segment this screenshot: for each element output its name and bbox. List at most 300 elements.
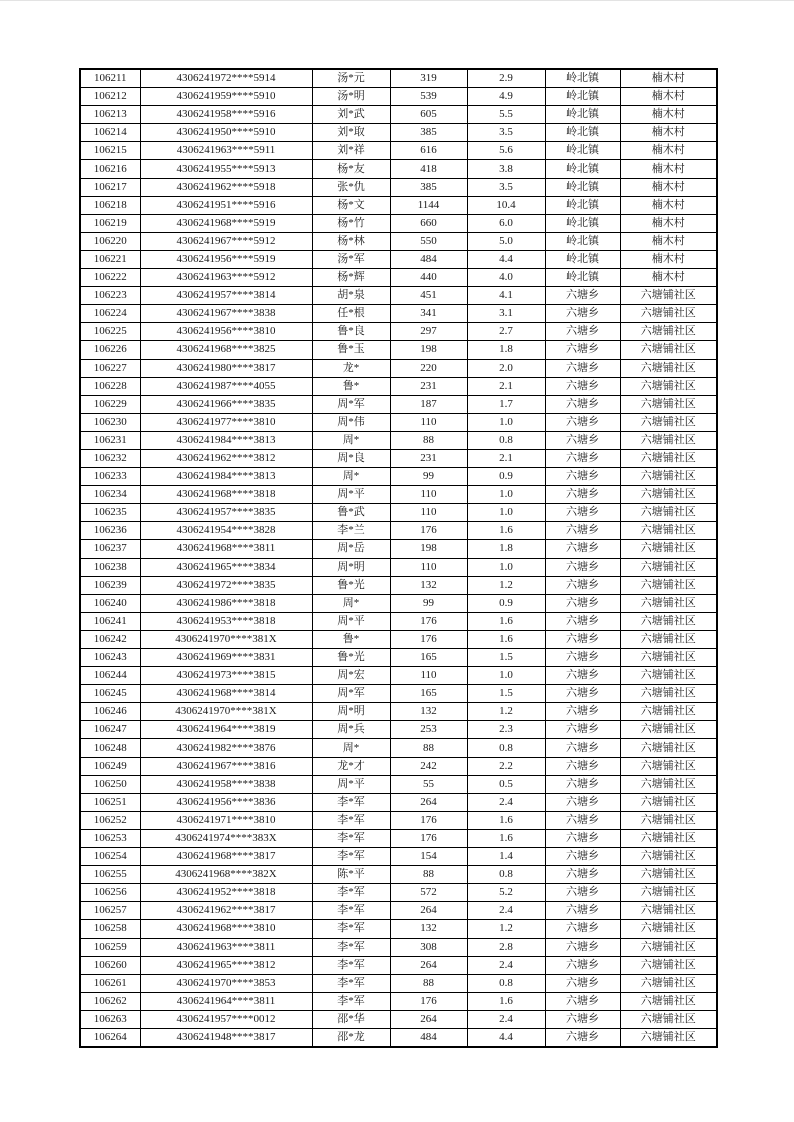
amount-cell: 132 [390,576,467,594]
amount-cell: 110 [390,667,467,685]
area-value-cell: 10.4 [467,196,545,214]
row-id-cell: 106251 [80,793,140,811]
township-cell: 六塘乡 [545,992,620,1010]
amount-cell: 605 [390,106,467,124]
masked-id-number-cell: 4306241968****3818 [140,486,312,504]
amount-cell: 231 [390,449,467,467]
table-row [80,359,717,377]
area-value-cell: 1.2 [467,576,545,594]
masked-name-cell: 周*平 [312,486,390,504]
area-value-cell: 5.6 [467,142,545,160]
township-cell: 六塘乡 [545,775,620,793]
area-value-cell: 2.7 [467,323,545,341]
masked-id-number-cell: 4306241982****3876 [140,739,312,757]
row-id-cell: 106247 [80,721,140,739]
row-id-cell: 106222 [80,269,140,287]
table-row [80,938,717,956]
amount-cell: 154 [390,848,467,866]
area-value-cell: 2.4 [467,902,545,920]
masked-name-cell: 龙* [312,359,390,377]
table-row [80,576,717,594]
amount-cell: 88 [390,739,467,757]
amount-cell: 264 [390,793,467,811]
masked-name-cell: 李*军 [312,884,390,902]
masked-id-number-cell: 4306241977****3810 [140,413,312,431]
masked-id-number-cell: 4306241950****5910 [140,124,312,142]
township-cell: 岭北镇 [545,88,620,106]
amount-cell: 341 [390,305,467,323]
masked-name-cell: 周* [312,739,390,757]
masked-id-number-cell: 4306241963****5912 [140,269,312,287]
area-value-cell: 2.0 [467,359,545,377]
village-cell: 六塘铺社区 [620,902,717,920]
masked-name-cell: 周*兵 [312,721,390,739]
area-value-cell: 1.8 [467,540,545,558]
masked-id-number-cell: 4306241968****3825 [140,341,312,359]
township-cell: 六塘乡 [545,667,620,685]
masked-name-cell: 李*军 [312,938,390,956]
masked-id-number-cell: 4306241965****3834 [140,558,312,576]
township-cell: 六塘乡 [545,884,620,902]
area-value-cell: 1.6 [467,522,545,540]
area-value-cell: 1.0 [467,558,545,576]
row-id-cell: 106262 [80,992,140,1010]
village-cell: 六塘铺社区 [620,558,717,576]
masked-name-cell: 杨*友 [312,160,390,178]
masked-name-cell: 李*军 [312,974,390,992]
table-row [80,667,717,685]
masked-name-cell: 鲁* [312,630,390,648]
amount-cell: 572 [390,884,467,902]
table-row [80,377,717,395]
row-id-cell: 106249 [80,757,140,775]
row-id-cell: 106232 [80,449,140,467]
village-cell: 六塘铺社区 [620,341,717,359]
masked-name-cell: 杨*竹 [312,214,390,232]
township-cell: 六塘乡 [545,359,620,377]
masked-id-number-cell: 4306241957****0012 [140,1010,312,1028]
township-cell: 六塘乡 [545,431,620,449]
village-cell: 六塘铺社区 [620,576,717,594]
area-value-cell: 2.4 [467,1010,545,1028]
township-cell: 六塘乡 [545,974,620,992]
amount-cell: 165 [390,685,467,703]
area-value-cell: 1.4 [467,848,545,866]
masked-name-cell: 汤*明 [312,88,390,106]
township-cell: 六塘乡 [545,522,620,540]
masked-id-number-cell: 4306241963****3811 [140,938,312,956]
township-cell: 岭北镇 [545,142,620,160]
row-id-cell: 106260 [80,956,140,974]
amount-cell: 198 [390,341,467,359]
row-id-cell: 106236 [80,522,140,540]
village-cell: 六塘铺社区 [620,468,717,486]
masked-name-cell: 李*军 [312,902,390,920]
area-value-cell: 4.4 [467,1028,545,1047]
page-top-edge [0,0,794,1]
village-cell: 六塘铺社区 [620,775,717,793]
table-row [80,269,717,287]
row-id-cell: 106240 [80,594,140,612]
township-cell: 六塘乡 [545,540,620,558]
township-cell: 岭北镇 [545,250,620,268]
masked-id-number-cell: 4306241962****3817 [140,902,312,920]
row-id-cell: 106237 [80,540,140,558]
masked-name-cell: 周*平 [312,612,390,630]
village-cell: 楠木村 [620,214,717,232]
township-cell: 岭北镇 [545,160,620,178]
village-cell: 楠木村 [620,124,717,142]
township-cell: 六塘乡 [545,793,620,811]
masked-id-number-cell: 4306241968****3811 [140,540,312,558]
amount-cell: 176 [390,612,467,630]
township-cell: 岭北镇 [545,106,620,124]
township-cell: 六塘乡 [545,305,620,323]
table-row [80,69,717,88]
village-cell: 六塘铺社区 [620,649,717,667]
area-value-cell: 4.1 [467,287,545,305]
amount-cell: 484 [390,250,467,268]
row-id-cell: 106226 [80,341,140,359]
area-value-cell: 3.8 [467,160,545,178]
row-id-cell: 106227 [80,359,140,377]
masked-id-number-cell: 4306241968****382X [140,866,312,884]
area-value-cell: 2.9 [467,69,545,88]
row-id-cell: 106234 [80,486,140,504]
masked-id-number-cell: 4306241958****3838 [140,775,312,793]
village-cell: 六塘铺社区 [620,739,717,757]
row-id-cell: 106219 [80,214,140,232]
village-cell: 六塘铺社区 [620,630,717,648]
masked-id-number-cell: 4306241968****3810 [140,920,312,938]
area-value-cell: 5.2 [467,884,545,902]
township-cell: 六塘乡 [545,287,620,305]
row-id-cell: 106244 [80,667,140,685]
area-value-cell: 2.2 [467,757,545,775]
amount-cell: 176 [390,630,467,648]
table-row [80,685,717,703]
table-row [80,594,717,612]
row-id-cell: 106257 [80,902,140,920]
table-row [80,341,717,359]
table-row [80,214,717,232]
village-cell: 六塘铺社区 [620,920,717,938]
amount-cell: 264 [390,1010,467,1028]
masked-id-number-cell: 4306241970****381X [140,630,312,648]
village-cell: 六塘铺社区 [620,431,717,449]
amount-cell: 264 [390,956,467,974]
village-cell: 六塘铺社区 [620,359,717,377]
table-row [80,486,717,504]
masked-name-cell: 刘*祥 [312,142,390,160]
area-value-cell: 1.6 [467,612,545,630]
village-cell: 楠木村 [620,160,717,178]
amount-cell: 385 [390,124,467,142]
masked-id-number-cell: 4306241958****5916 [140,106,312,124]
village-cell: 楠木村 [620,142,717,160]
row-id-cell: 106218 [80,196,140,214]
amount-cell: 99 [390,594,467,612]
masked-id-number-cell: 4306241980****3817 [140,359,312,377]
township-cell: 六塘乡 [545,685,620,703]
township-cell: 六塘乡 [545,703,620,721]
table-row [80,793,717,811]
township-cell: 六塘乡 [545,377,620,395]
masked-id-number-cell: 4306241987****4055 [140,377,312,395]
table-row [80,232,717,250]
village-cell: 六塘铺社区 [620,974,717,992]
data-table [79,68,718,1048]
masked-name-cell: 杨*辉 [312,269,390,287]
row-id-cell: 106261 [80,974,140,992]
masked-id-number-cell: 4306241948****3817 [140,1028,312,1047]
township-cell: 岭北镇 [545,69,620,88]
township-cell: 岭北镇 [545,124,620,142]
masked-id-number-cell: 4306241957****3814 [140,287,312,305]
row-id-cell: 106233 [80,468,140,486]
village-cell: 楠木村 [620,269,717,287]
table-row [80,974,717,992]
township-cell: 六塘乡 [545,468,620,486]
township-cell: 六塘乡 [545,757,620,775]
row-id-cell: 106214 [80,124,140,142]
village-cell: 六塘铺社区 [620,992,717,1010]
row-id-cell: 106215 [80,142,140,160]
row-id-cell: 106228 [80,377,140,395]
amount-cell: 132 [390,920,467,938]
row-id-cell: 106231 [80,431,140,449]
village-cell: 六塘铺社区 [620,612,717,630]
amount-cell: 220 [390,359,467,377]
table-row [80,630,717,648]
masked-id-number-cell: 4306241954****3828 [140,522,312,540]
area-value-cell: 1.2 [467,920,545,938]
masked-id-number-cell: 4306241967****5912 [140,232,312,250]
masked-id-number-cell: 4306241970****381X [140,703,312,721]
village-cell: 六塘铺社区 [620,703,717,721]
masked-name-cell: 李*军 [312,920,390,938]
area-value-cell: 1.7 [467,395,545,413]
amount-cell: 165 [390,649,467,667]
township-cell: 六塘乡 [545,594,620,612]
village-cell: 六塘铺社区 [620,486,717,504]
village-cell: 六塘铺社区 [620,866,717,884]
table-body [80,69,717,1047]
masked-id-number-cell: 4306241965****3812 [140,956,312,974]
table-row [80,522,717,540]
table-row [80,106,717,124]
amount-cell: 176 [390,811,467,829]
village-cell: 六塘铺社区 [620,956,717,974]
area-value-cell: 1.2 [467,703,545,721]
township-cell: 岭北镇 [545,178,620,196]
area-value-cell: 0.8 [467,866,545,884]
table-row [80,142,717,160]
township-cell: 岭北镇 [545,269,620,287]
masked-id-number-cell: 4306241967****3816 [140,757,312,775]
row-id-cell: 106250 [80,775,140,793]
village-cell: 六塘铺社区 [620,721,717,739]
village-cell: 六塘铺社区 [620,413,717,431]
amount-cell: 176 [390,829,467,847]
area-value-cell: 1.0 [467,667,545,685]
amount-cell: 176 [390,992,467,1010]
amount-cell: 110 [390,486,467,504]
amount-cell: 1144 [390,196,467,214]
masked-name-cell: 李*军 [312,848,390,866]
amount-cell: 231 [390,377,467,395]
table-row [80,992,717,1010]
area-value-cell: 1.0 [467,504,545,522]
row-id-cell: 106243 [80,649,140,667]
row-id-cell: 106217 [80,178,140,196]
area-value-cell: 1.5 [467,649,545,667]
masked-name-cell: 陈*平 [312,866,390,884]
row-id-cell: 106246 [80,703,140,721]
amount-cell: 55 [390,775,467,793]
amount-cell: 198 [390,540,467,558]
masked-id-number-cell: 4306241951****5916 [140,196,312,214]
township-cell: 六塘乡 [545,323,620,341]
township-cell: 六塘乡 [545,721,620,739]
masked-name-cell: 胡*泉 [312,287,390,305]
table-row [80,920,717,938]
table-row [80,449,717,467]
table-row [80,866,717,884]
row-id-cell: 106235 [80,504,140,522]
township-cell: 六塘乡 [545,395,620,413]
masked-name-cell: 汤*军 [312,250,390,268]
table-row [80,1028,717,1047]
masked-id-number-cell: 4306241953****3818 [140,612,312,630]
masked-name-cell: 李*兰 [312,522,390,540]
masked-name-cell: 鲁*武 [312,504,390,522]
masked-name-cell: 邵*华 [312,1010,390,1028]
table-row [80,757,717,775]
masked-name-cell: 龙*才 [312,757,390,775]
township-cell: 六塘乡 [545,848,620,866]
area-value-cell: 3.1 [467,305,545,323]
table-row [80,395,717,413]
amount-cell: 253 [390,721,467,739]
table-row [80,721,717,739]
township-cell: 六塘乡 [545,938,620,956]
masked-name-cell: 杨*林 [312,232,390,250]
township-cell: 六塘乡 [545,649,620,667]
amount-cell: 264 [390,902,467,920]
table-row [80,88,717,106]
row-id-cell: 106264 [80,1028,140,1047]
township-cell: 六塘乡 [545,449,620,467]
amount-cell: 319 [390,69,467,88]
row-id-cell: 106211 [80,69,140,88]
township-cell: 六塘乡 [545,811,620,829]
masked-name-cell: 任*根 [312,305,390,323]
masked-id-number-cell: 4306241973****3815 [140,667,312,685]
table-row [80,612,717,630]
village-cell: 楠木村 [620,178,717,196]
township-cell: 岭北镇 [545,232,620,250]
village-cell: 六塘铺社区 [620,287,717,305]
masked-id-number-cell: 4306241964****3819 [140,721,312,739]
area-value-cell: 1.5 [467,685,545,703]
masked-name-cell: 周*军 [312,685,390,703]
row-id-cell: 106225 [80,323,140,341]
row-id-cell: 106220 [80,232,140,250]
amount-cell: 88 [390,974,467,992]
masked-id-number-cell: 4306241959****5910 [140,88,312,106]
amount-cell: 616 [390,142,467,160]
village-cell: 六塘铺社区 [620,1028,717,1047]
township-cell: 六塘乡 [545,829,620,847]
amount-cell: 110 [390,413,467,431]
amount-cell: 418 [390,160,467,178]
township-cell: 六塘乡 [545,413,620,431]
masked-name-cell: 周*岳 [312,540,390,558]
masked-name-cell: 周*军 [312,395,390,413]
table-row [80,431,717,449]
masked-name-cell: 邵*龙 [312,1028,390,1047]
masked-name-cell: 李*军 [312,811,390,829]
amount-cell: 484 [390,1028,467,1047]
masked-id-number-cell: 4306241972****5914 [140,69,312,88]
area-value-cell: 0.9 [467,594,545,612]
village-cell: 六塘铺社区 [620,323,717,341]
area-value-cell: 5.5 [467,106,545,124]
township-cell: 六塘乡 [545,1010,620,1028]
masked-name-cell: 周* [312,594,390,612]
area-value-cell: 2.4 [467,956,545,974]
village-cell: 六塘铺社区 [620,811,717,829]
amount-cell: 539 [390,88,467,106]
amount-cell: 550 [390,232,467,250]
village-cell: 六塘铺社区 [620,667,717,685]
area-value-cell: 1.6 [467,811,545,829]
table-row [80,124,717,142]
amount-cell: 187 [390,395,467,413]
township-cell: 六塘乡 [545,576,620,594]
masked-name-cell: 周*明 [312,703,390,721]
township-cell: 六塘乡 [545,504,620,522]
village-cell: 六塘铺社区 [620,685,717,703]
masked-id-number-cell: 4306241956****3836 [140,793,312,811]
area-value-cell: 2.3 [467,721,545,739]
row-id-cell: 106258 [80,920,140,938]
row-id-cell: 106223 [80,287,140,305]
row-id-cell: 106216 [80,160,140,178]
row-id-cell: 106252 [80,811,140,829]
row-id-cell: 106254 [80,848,140,866]
area-value-cell: 1.6 [467,630,545,648]
village-cell: 六塘铺社区 [620,938,717,956]
table-row [80,540,717,558]
masked-name-cell: 杨*文 [312,196,390,214]
masked-id-number-cell: 4306241964****3811 [140,992,312,1010]
masked-name-cell: 周* [312,468,390,486]
masked-name-cell: 鲁*光 [312,649,390,667]
area-value-cell: 1.0 [467,413,545,431]
amount-cell: 451 [390,287,467,305]
table-row [80,739,717,757]
masked-name-cell: 周*平 [312,775,390,793]
area-value-cell: 0.5 [467,775,545,793]
masked-id-number-cell: 4306241969****3831 [140,649,312,667]
township-cell: 六塘乡 [545,558,620,576]
village-cell: 六塘铺社区 [620,395,717,413]
masked-id-number-cell: 4306241952****3818 [140,884,312,902]
masked-id-number-cell: 4306241968****3814 [140,685,312,703]
masked-id-number-cell: 4306241962****3812 [140,449,312,467]
